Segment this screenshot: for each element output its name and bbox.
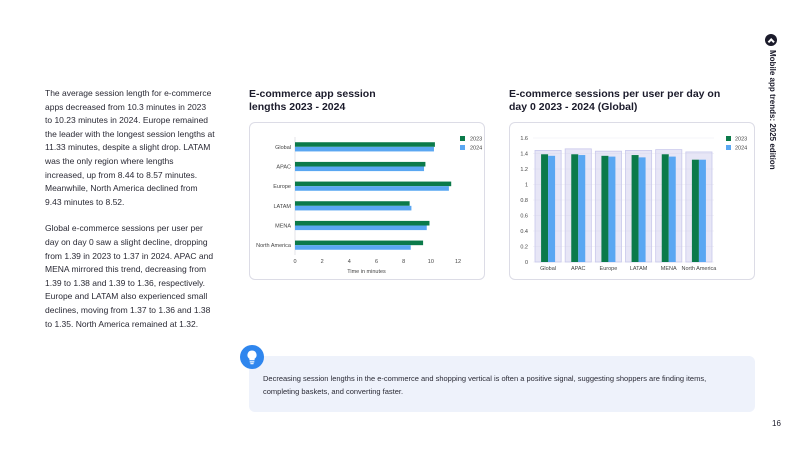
bar-2023 [295,182,451,187]
chart-title-sessions-per-user [509,88,720,114]
category-label: North America [681,266,717,272]
category-label: APAC [570,266,586,272]
y-tick-label: 0.2 [520,244,528,251]
legend-label: 2024 [735,145,748,152]
category-label: LATAM [629,266,648,272]
arrow-logo-icon [765,34,777,46]
sidebar-edition-text: Mobile app trends: 2025 edition [768,50,777,170]
y-tick-label: 1.2 [520,167,528,173]
bar-2023 [295,142,435,147]
legend-label: 2023 [470,136,483,143]
x-tick-label: 4 [347,259,351,265]
bar-2023 [295,241,423,246]
legend-swatch-2023 [726,136,731,141]
chart-title-line: day 0 2023 - 2024 (Global) [509,101,638,113]
bar-2024 [295,245,411,250]
bar-2024 [578,155,585,262]
session-length-chart-svg [250,123,486,281]
x-tick-label: 6 [374,259,379,265]
bar-2023 [295,221,429,226]
intro-paragraph-session-length: The average session length for e-commerce apps decreased from 10.3 minutes in 2023 to 10.23 minutes in 2024. Europe remained the leader with the longest session lengths at 11.33 minutes, despite a slight drop. LATAM was the only region where lengths increased, up from 8.44 to 8.57 minutes. Meanwhile, North America declined from 9.43 minutes to 8.52. [45,88,215,207]
bar-2024 [295,147,434,152]
bar-2023 [632,155,639,262]
y-tick-label: 1.6 [520,136,528,142]
sessions-per-user-chart [509,122,755,280]
bar-2023 [541,154,548,262]
category-label: Global [275,144,291,151]
category-label: Europe [599,266,618,272]
category-label: MENA [660,266,677,272]
bar-2023 [571,154,578,262]
legend-swatch-2023 [460,136,465,141]
category-label: North America [256,243,291,250]
sidebar-label [764,34,788,214]
intro-text [45,87,215,344]
x-tick-label: 12 [454,259,462,265]
category-label: APAC [276,164,291,171]
x-axis-label: Time in minutes [347,269,386,275]
bar-2024 [295,206,411,211]
legend-swatch-2024 [726,145,731,150]
category-label: LATAM [273,203,291,210]
page-number: 16 [772,419,781,428]
chart-title-line: E-commerce sessions per user per day on [509,88,721,100]
intro-paragraph-sessions-per-user: Global e-commerce sessions per user per day on day 0 saw a slight decline, dropping from 1.39 in 2023 to 1.37 in 2024. APAC and MENA mirrored this trend, decreasing from 1.39 to 1.38 and 1.39 to 1.36, respectively. Europe and LATAM also experienced small declines, moving from 1.37 to 1.36 and 1.38 to 1.35. North America remained at 1.32. [45,223,214,329]
bar-2024 [699,160,706,262]
y-tick-label: 1.4 [520,151,528,158]
bar-2024 [548,156,555,262]
category-label: MENA [275,223,291,230]
bar-2024 [608,157,615,262]
category-label: Europe [273,184,291,191]
bar-2024 [669,157,676,262]
y-tick-label: 1 [524,182,528,189]
y-tick-label: 0.6 [520,213,528,220]
bar-2023 [295,201,410,206]
bar-2024 [295,186,449,191]
chart-title-line: E-commerce app session [249,88,376,100]
lightbulb-icon [240,345,264,369]
callout-text: Decreasing session lengths in the e-commerce and shopping vertical is often a positive signal, suggesting shoppers are finding items, completing baskets, and converting faster. [263,374,707,396]
bar-2023 [662,154,669,262]
sessions-per-user-chart-svg [510,123,756,281]
legend-label: 2024 [470,145,483,152]
x-tick-label: 8 [402,259,406,265]
y-tick-label: 0.4 [520,229,528,235]
insight-callout [249,356,755,412]
bar-2024 [639,157,646,262]
bar-2023 [692,160,699,262]
chart-title-line: lengths 2023 - 2024 [249,101,346,113]
bar-2024 [295,167,424,172]
bar-2023 [601,156,608,262]
x-tick-label: 10 [427,259,434,265]
legend-label: 2023 [735,136,748,143]
bar-2023 [295,162,425,167]
chart-title-session-length [249,88,376,114]
legend-swatch-2024 [460,145,465,150]
y-tick-label: 0.8 [520,198,528,204]
category-label: Global [540,266,557,272]
x-tick-label: 2 [320,259,324,265]
session-length-chart [249,122,485,280]
bar-2024 [295,226,427,231]
x-tick-label: 0 [293,259,297,265]
y-tick-label: 0 [524,260,528,266]
